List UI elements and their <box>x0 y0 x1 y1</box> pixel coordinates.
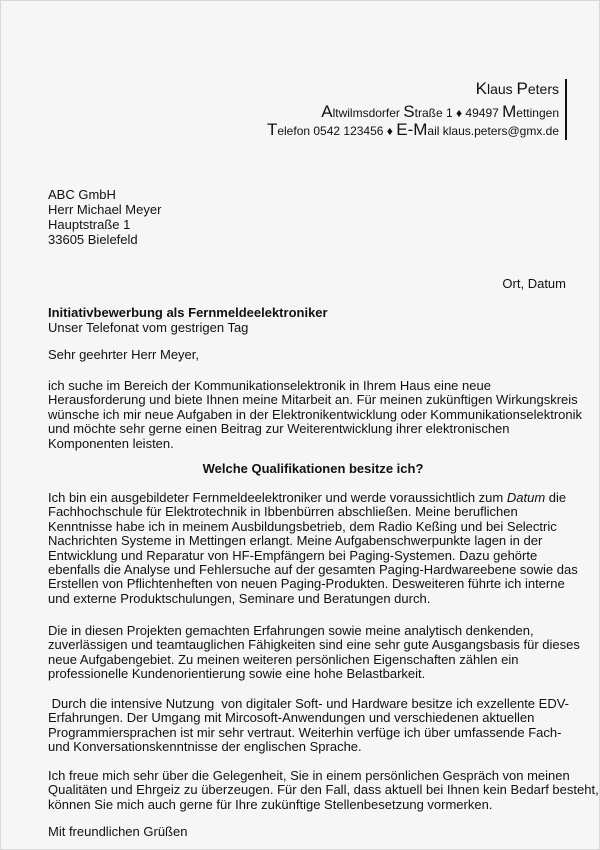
paragraph-5 <box>48 768 599 812</box>
text-line: Die in diesen Projekten gemachten Erfahrungen sowie meine analytisch denkenden, <box>48 623 534 638</box>
contact-part: E-M <box>396 120 428 139</box>
name-initial: K <box>475 79 487 98</box>
emphasis: Datum <box>506 490 546 505</box>
contact-part: ail klaus.peters@gmx.de <box>427 124 559 138</box>
address-part: ltwilmsdorfer <box>332 106 404 120</box>
text-line: Herausforderung und biete Ihnen meine Mitarbeit an. Für meinen zukünftigen Wirkungskreis <box>48 392 578 408</box>
text-line: 33605 Bielefeld <box>48 232 138 247</box>
paragraph-1 <box>48 378 583 451</box>
text-line: Entwicklung und Reparatur von HF-Empfängern bei Paging-Systemen. Dazu gehörte <box>48 547 538 563</box>
text-line: professionelle Kundenorientierung sowie eine hohe Belastbarkeit. <box>48 666 426 682</box>
paragraph-2-lines <box>48 505 578 606</box>
text-line: ich suche im Bereich der Kommunikationselektronik in Ihrem Haus eine neue <box>48 378 491 393</box>
text-line: und möchte sehr gerne einen Beitrag zur Weiterentwicklung ihrer elektronischen <box>48 421 510 437</box>
text-line: Durch die intensive Nutzung von digitaler Soft- und Hardware besitze ich exzellente EDV- <box>48 696 569 711</box>
address-part: traße 1 ♦ 49497 <box>414 106 503 120</box>
header-divider <box>565 79 567 140</box>
sender-contact <box>267 120 559 140</box>
text-line: zuverlässigen und teamtauglichen Fähigkeiten sind eine sehr gute Ausgangsbasis für dieses <box>48 637 580 653</box>
place-date: Ort, Datum <box>502 276 566 291</box>
subject-line: Initiativbewerbung als Fernmeldeelektroniker <box>48 305 328 320</box>
text-line: Nachrichten Systeme in Mettingen erlangt. Meine Aufgabenschwerpunkte lagen in der <box>48 533 543 549</box>
paragraph-2 <box>48 491 578 606</box>
contact-part: T <box>266 120 278 139</box>
text-line: können Sie mich auch gerne für Ihre zukünftige Stellenbesetzung vormerken. <box>48 796 493 812</box>
sender-name <box>476 79 559 99</box>
address-part: A <box>321 102 333 121</box>
paragraph-4 <box>48 697 578 755</box>
text-line: Komponenten leisten. <box>48 435 174 451</box>
contact-part: elefon 0542 123456 ♦ <box>277 124 397 138</box>
text-line: neue Aufgabengebiet. Zu meinen weiteren persönlichen Eigenschaften zählen ein <box>48 651 519 667</box>
text-line: Hauptstraße 1 <box>48 217 131 232</box>
text: die <box>545 490 567 505</box>
text-line: Qualitäten und Ehrgeiz zu überzeugen. Für den Fall, dass aktuell bei Ihnen kein Bedarf besteht, <box>48 782 599 798</box>
text-line: ebenfalls die Analyse und Fehlersuche auf der gesamten Paging-Hardwareebene sowie das <box>48 562 578 578</box>
subject-block <box>48 305 578 335</box>
text-line: Kenntnisse habe ich in meinem Ausbildungsbetrieb, dem Radio Keßing und bei Selectric <box>48 518 557 534</box>
section-heading: Welche Qualifikationen besitze ich? <box>202 461 424 476</box>
text-line: ABC GmbH <box>48 187 116 202</box>
paragraph-line <box>48 491 578 505</box>
reference-line: Unser Telefonat vom gestrigen Tag <box>48 320 249 335</box>
name-initial: P <box>516 79 528 98</box>
text-line: Erfahrungen. Der Umgang mit Mircosoft-Anwendungen und verschiedenen aktuellen <box>48 710 535 726</box>
text-line: Herr Michael Meyer <box>48 202 162 217</box>
text: Ich bin ein ausgebildeter Fernmeldeelektroniker und werde voraussichtlich zum <box>48 490 507 505</box>
text-line: wünsche ich mir neue Aufgaben in der Elektronikentwicklung oder Kommunikationselektronik <box>48 406 583 422</box>
paragraph-3 <box>48 624 578 682</box>
address-part: ettingen <box>516 106 559 120</box>
recipient-address <box>48 187 578 247</box>
name-part: eters <box>527 81 559 97</box>
text-line: Ich freue mich sehr über die Gelegenheit, Sie in einem persönlichen Gespräch von meinen <box>48 768 570 783</box>
sender-address <box>321 102 559 122</box>
text-line: und Konversationskenntnisse der englischen Sprache. <box>48 739 362 755</box>
text-line: und externe Produktschulungen, Seminare und Beratungen durch. <box>48 590 431 606</box>
closing: Mit freundlichen Grüßen <box>48 824 188 839</box>
address-part: M <box>502 102 517 121</box>
address-part: S <box>403 102 415 121</box>
name-part: laus <box>486 81 517 97</box>
text-line: Fachhochschule für Elektrotechnik in Ibbenbürren abschließen. Meine beruflichen <box>48 504 518 520</box>
text-line: Programmiersprachen ist mir sehr vertraut. Weiterhin verfüge ich über umfassende Fach- <box>48 724 562 740</box>
text-line: Erstellen von Pflichtenheften von neuen Paging-Produkten. Desweiteren führte ich interne <box>48 576 565 592</box>
salutation: Sehr geehrter Herr Meyer, <box>48 347 200 362</box>
